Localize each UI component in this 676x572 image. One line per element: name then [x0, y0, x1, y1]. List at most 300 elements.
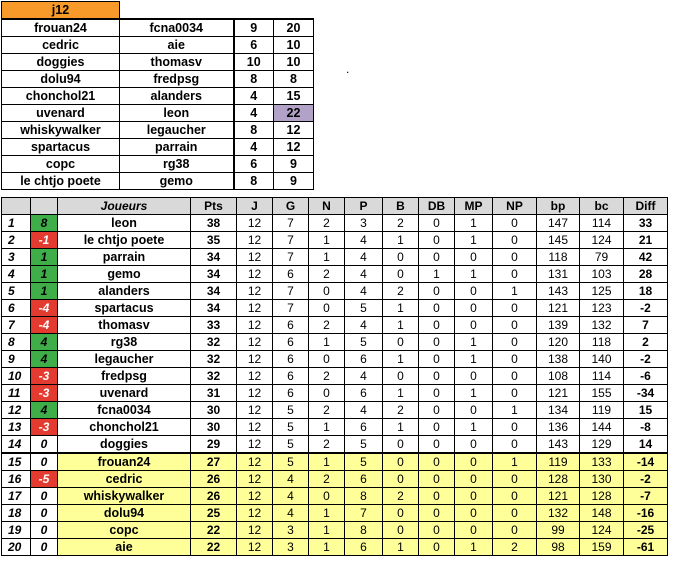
stat-bp-cell: 119: [537, 453, 580, 471]
stat-j-cell: 12: [237, 488, 273, 505]
stat-mp-cell: 0: [455, 488, 493, 505]
stat-b-cell: 2: [383, 488, 419, 505]
stat-db-cell: 0: [419, 522, 455, 539]
stat-diff-cell: -61: [624, 539, 668, 556]
stat-mp-cell: 1: [455, 266, 493, 283]
stat-np-cell: 1: [493, 453, 537, 471]
stat-pts-cell: 30: [191, 402, 237, 419]
position-change-cell: 0: [31, 522, 58, 539]
player-name-cell: rg38: [58, 334, 191, 351]
stat-n-cell: 1: [309, 334, 345, 351]
match-away-score: 15: [274, 88, 314, 105]
stat-db-cell: 0: [419, 436, 455, 454]
match-home-score: 6: [234, 156, 274, 173]
stat-b-cell: 0: [383, 249, 419, 266]
stat-bp-cell: 132: [537, 505, 580, 522]
stat-j-cell: 12: [237, 283, 273, 300]
player-name-cell: whiskywalker: [58, 488, 191, 505]
stat-p-cell: 6: [345, 419, 383, 436]
stat-b-cell: 0: [383, 334, 419, 351]
stat-db-cell: 0: [419, 385, 455, 402]
stat-bp-cell: 121: [537, 488, 580, 505]
rank-cell: 6: [2, 300, 31, 317]
stat-db-cell: 0: [419, 419, 455, 436]
rank-cell: 5: [2, 283, 31, 300]
player-name-cell: thomasv: [58, 317, 191, 334]
position-change-cell: 1: [31, 249, 58, 266]
stat-bc-cell: 155: [580, 385, 624, 402]
stat-mp-cell: 1: [455, 232, 493, 249]
column-header-db: DB: [419, 198, 455, 215]
stat-g-cell: 6: [273, 351, 309, 368]
match-header-row: [2, 2, 314, 20]
stat-n-cell: 1: [309, 505, 345, 522]
stat-j-cell: 12: [237, 402, 273, 419]
match-away-score: 9: [274, 156, 314, 173]
stat-bc-cell: 124: [580, 232, 624, 249]
stat-np-cell: 0: [493, 334, 537, 351]
stat-np-cell: 0: [493, 351, 537, 368]
stat-bc-cell: 133: [580, 453, 624, 471]
stat-j-cell: 12: [237, 385, 273, 402]
stat-b-cell: 2: [383, 283, 419, 300]
rank-cell: 10: [2, 368, 31, 385]
stat-n-cell: 0: [309, 283, 345, 300]
match-row: [2, 37, 314, 54]
stat-p-cell: 8: [345, 522, 383, 539]
rank-cell: 20: [2, 539, 31, 556]
stat-p-cell: 6: [345, 471, 383, 488]
match-home-score: 9: [234, 19, 274, 37]
match-home-score: 8: [234, 173, 274, 190]
stat-p-cell: 4: [345, 402, 383, 419]
stat-np-cell: 0: [493, 419, 537, 436]
stat-g-cell: 3: [273, 539, 309, 556]
stat-j-cell: 12: [237, 215, 273, 232]
stat-diff-cell: 2: [624, 334, 668, 351]
stat-diff-cell: -34: [624, 385, 668, 402]
standings-row: [2, 539, 668, 556]
player-name-cell: leon: [58, 215, 191, 232]
standings-row: [2, 283, 668, 300]
stat-np-cell: 0: [493, 249, 537, 266]
blank-cell: [274, 2, 314, 20]
stat-n-cell: 2: [309, 368, 345, 385]
stat-diff-cell: -7: [624, 488, 668, 505]
stat-diff-cell: 18: [624, 283, 668, 300]
match-away-player: aie: [120, 37, 234, 54]
stat-n-cell: 1: [309, 539, 345, 556]
rank-cell: 1: [2, 215, 31, 232]
standings-row: [2, 419, 668, 436]
rank-cell: 2: [2, 232, 31, 249]
stat-b-cell: 0: [383, 368, 419, 385]
stat-pts-cell: 31: [191, 385, 237, 402]
match-home-score: 4: [234, 139, 274, 156]
stat-g-cell: 5: [273, 453, 309, 471]
stat-p-cell: 4: [345, 232, 383, 249]
stat-g-cell: 4: [273, 471, 309, 488]
match-away-score: 9: [274, 173, 314, 190]
match-away-player: fredpsg: [120, 71, 234, 88]
stat-n-cell: 2: [309, 215, 345, 232]
stat-db-cell: 0: [419, 402, 455, 419]
column-header-pts: Pts: [191, 198, 237, 215]
stat-g-cell: 6: [273, 317, 309, 334]
stat-g-cell: 5: [273, 436, 309, 454]
stat-b-cell: 1: [383, 539, 419, 556]
stat-db-cell: 0: [419, 471, 455, 488]
stat-bc-cell: 140: [580, 351, 624, 368]
stat-j-cell: 12: [237, 368, 273, 385]
position-change-cell: 8: [31, 215, 58, 232]
stat-mp-cell: 1: [455, 334, 493, 351]
match-away-player: gemo: [120, 173, 234, 190]
rank-cell: 7: [2, 317, 31, 334]
stat-j-cell: 12: [237, 453, 273, 471]
stat-mp-cell: 1: [455, 351, 493, 368]
rank-cell: 12: [2, 402, 31, 419]
stat-b-cell: 0: [383, 453, 419, 471]
stat-diff-cell: -6: [624, 368, 668, 385]
stat-bp-cell: 134: [537, 402, 580, 419]
standings-row: [2, 436, 668, 454]
match-home-player: copc: [2, 156, 120, 173]
stat-pts-cell: 33: [191, 317, 237, 334]
stat-bp-cell: 147: [537, 215, 580, 232]
stat-mp-cell: 0: [455, 317, 493, 334]
stat-db-cell: 0: [419, 232, 455, 249]
player-name-cell: doggies: [58, 436, 191, 454]
stat-n-cell: 0: [309, 300, 345, 317]
stat-bp-cell: 143: [537, 436, 580, 454]
stat-n-cell: 0: [309, 488, 345, 505]
rank-cell: 19: [2, 522, 31, 539]
stat-n-cell: 0: [309, 351, 345, 368]
stat-bc-cell: 123: [580, 300, 624, 317]
column-header-j: J: [237, 198, 273, 215]
stat-np-cell: 0: [493, 317, 537, 334]
stat-diff-cell: -8: [624, 419, 668, 436]
rank-cell: 11: [2, 385, 31, 402]
match-row: [2, 88, 314, 105]
standings-row: [2, 266, 668, 283]
stat-pts-cell: 34: [191, 300, 237, 317]
stat-g-cell: 6: [273, 266, 309, 283]
stat-p-cell: 4: [345, 283, 383, 300]
stat-bc-cell: 114: [580, 215, 624, 232]
stat-p-cell: 4: [345, 317, 383, 334]
match-home-score: 4: [234, 88, 274, 105]
stat-np-cell: 0: [493, 368, 537, 385]
player-name-cell: cedric: [58, 471, 191, 488]
match-away-score: 12: [274, 139, 314, 156]
stat-np-cell: 0: [493, 488, 537, 505]
stat-bc-cell: 119: [580, 402, 624, 419]
stat-db-cell: 0: [419, 488, 455, 505]
stat-bc-cell: 148: [580, 505, 624, 522]
blank-cell: [120, 2, 234, 20]
stat-bp-cell: 145: [537, 232, 580, 249]
rank-cell: 4: [2, 266, 31, 283]
stat-g-cell: 4: [273, 505, 309, 522]
stat-bc-cell: 128: [580, 488, 624, 505]
rank-cell: 13: [2, 419, 31, 436]
stat-bp-cell: 128: [537, 471, 580, 488]
standings-header-row: [2, 198, 668, 215]
stat-bp-cell: 120: [537, 334, 580, 351]
stat-b-cell: 0: [383, 505, 419, 522]
stat-pts-cell: 35: [191, 232, 237, 249]
stat-pts-cell: 27: [191, 453, 237, 471]
player-name-cell: chonchol21: [58, 419, 191, 436]
match-away-score: 22: [274, 105, 314, 122]
match-away-player: alanders: [120, 88, 234, 105]
stat-pts-cell: 30: [191, 419, 237, 436]
stat-n-cell: 2: [309, 402, 345, 419]
stat-np-cell: 0: [493, 505, 537, 522]
stat-pts-cell: 32: [191, 334, 237, 351]
stat-p-cell: 4: [345, 368, 383, 385]
stat-mp-cell: 0: [455, 453, 493, 471]
stat-g-cell: 3: [273, 522, 309, 539]
stat-p-cell: 8: [345, 488, 383, 505]
match-row: [2, 54, 314, 71]
stat-n-cell: 2: [309, 317, 345, 334]
stat-np-cell: 0: [493, 522, 537, 539]
stat-pts-cell: 26: [191, 488, 237, 505]
match-row: [2, 71, 314, 88]
stat-bc-cell: 103: [580, 266, 624, 283]
stat-j-cell: 12: [237, 249, 273, 266]
stat-diff-cell: 14: [624, 436, 668, 454]
stat-b-cell: 0: [383, 522, 419, 539]
stat-n-cell: 0: [309, 385, 345, 402]
rank-cell: 3: [2, 249, 31, 266]
stat-g-cell: 7: [273, 249, 309, 266]
position-change-cell: -3: [31, 385, 58, 402]
standings-row: [2, 215, 668, 232]
match-row: [2, 156, 314, 173]
stat-n-cell: 1: [309, 419, 345, 436]
stat-n-cell: 1: [309, 522, 345, 539]
position-change-cell: -3: [31, 368, 58, 385]
stat-np-cell: 0: [493, 266, 537, 283]
stat-mp-cell: 1: [455, 419, 493, 436]
stat-mp-cell: 0: [455, 522, 493, 539]
stat-bc-cell: 118: [580, 334, 624, 351]
match-away-player: fcna0034: [120, 19, 234, 37]
position-change-cell: 1: [31, 283, 58, 300]
position-change-cell: -4: [31, 300, 58, 317]
standings-row: [2, 232, 668, 249]
rank-cell: 15: [2, 453, 31, 471]
stat-b-cell: 2: [383, 215, 419, 232]
stat-b-cell: 2: [383, 402, 419, 419]
player-name-cell: alanders: [58, 283, 191, 300]
match-away-score: 8: [274, 71, 314, 88]
stat-p-cell: 4: [345, 266, 383, 283]
player-name-cell: le chtjo poete: [58, 232, 191, 249]
stat-bp-cell: 108: [537, 368, 580, 385]
stat-b-cell: 1: [383, 317, 419, 334]
stat-mp-cell: 0: [455, 402, 493, 419]
match-away-score: 20: [274, 19, 314, 37]
stat-pts-cell: 22: [191, 522, 237, 539]
stat-j-cell: 12: [237, 232, 273, 249]
position-change-cell: -1: [31, 232, 58, 249]
stat-g-cell: 5: [273, 402, 309, 419]
stat-j-cell: 12: [237, 300, 273, 317]
stat-mp-cell: 1: [455, 215, 493, 232]
stat-j-cell: 12: [237, 539, 273, 556]
stat-n-cell: 2: [309, 266, 345, 283]
stat-bc-cell: 114: [580, 368, 624, 385]
stat-np-cell: 0: [493, 232, 537, 249]
stat-db-cell: 0: [419, 283, 455, 300]
player-name-cell: fredpsg: [58, 368, 191, 385]
rank-cell: 18: [2, 505, 31, 522]
stat-pts-cell: 29: [191, 436, 237, 454]
column-header-p: P: [345, 198, 383, 215]
stat-j-cell: 12: [237, 505, 273, 522]
stat-db-cell: 0: [419, 505, 455, 522]
stat-diff-cell: -14: [624, 453, 668, 471]
player-name-cell: spartacus: [58, 300, 191, 317]
match-home-player: doggies: [2, 54, 120, 71]
stat-n-cell: 2: [309, 436, 345, 454]
stat-p-cell: 5: [345, 453, 383, 471]
stat-bp-cell: 139: [537, 317, 580, 334]
match-results-table: [1, 1, 314, 190]
match-row: [2, 122, 314, 139]
position-change-cell: -5: [31, 471, 58, 488]
column-header-b: B: [383, 198, 419, 215]
stat-bp-cell: 138: [537, 351, 580, 368]
standings-row: [2, 505, 668, 522]
stat-diff-cell: 7: [624, 317, 668, 334]
stat-bc-cell: 79: [580, 249, 624, 266]
column-header-bc: bc: [580, 198, 624, 215]
stat-diff-cell: -2: [624, 471, 668, 488]
standings-table: [1, 197, 668, 556]
stat-p-cell: 6: [345, 351, 383, 368]
stray-dot: .: [346, 62, 350, 76]
stat-j-cell: 12: [237, 317, 273, 334]
stat-mp-cell: 0: [455, 249, 493, 266]
stat-diff-cell: 15: [624, 402, 668, 419]
position-change-cell: 0: [31, 505, 58, 522]
stat-p-cell: 6: [345, 539, 383, 556]
match-home-score: 10: [234, 54, 274, 71]
stat-bp-cell: 121: [537, 385, 580, 402]
stat-b-cell: 0: [383, 436, 419, 454]
match-away-score: 10: [274, 37, 314, 54]
stat-b-cell: 1: [383, 300, 419, 317]
player-name-cell: fcna0034: [58, 402, 191, 419]
stat-bc-cell: 144: [580, 419, 624, 436]
stat-diff-cell: -2: [624, 300, 668, 317]
standings-row: [2, 522, 668, 539]
stat-j-cell: 12: [237, 522, 273, 539]
stat-b-cell: 0: [383, 471, 419, 488]
player-name-cell: parrain: [58, 249, 191, 266]
stat-p-cell: 5: [345, 436, 383, 454]
match-home-score: 8: [234, 122, 274, 139]
stat-mp-cell: 0: [455, 471, 493, 488]
stat-db-cell: 0: [419, 300, 455, 317]
stat-db-cell: 0: [419, 215, 455, 232]
standings-row: [2, 300, 668, 317]
standings-row: [2, 471, 668, 488]
player-name-cell: copc: [58, 522, 191, 539]
stat-b-cell: 1: [383, 419, 419, 436]
rank-cell: 16: [2, 471, 31, 488]
stat-j-cell: 12: [237, 334, 273, 351]
match-row: [2, 105, 314, 122]
stat-n-cell: 1: [309, 232, 345, 249]
match-home-score: 6: [234, 37, 274, 54]
stat-bp-cell: 121: [537, 300, 580, 317]
column-header-g: G: [273, 198, 309, 215]
stat-g-cell: 7: [273, 283, 309, 300]
stat-mp-cell: 0: [455, 436, 493, 454]
stat-b-cell: 1: [383, 232, 419, 249]
stat-g-cell: 7: [273, 300, 309, 317]
column-header-n: N: [309, 198, 345, 215]
stat-g-cell: 6: [273, 385, 309, 402]
stat-db-cell: 0: [419, 539, 455, 556]
player-name-cell: frouan24: [58, 453, 191, 471]
stat-bp-cell: 136: [537, 419, 580, 436]
stat-bc-cell: 130: [580, 471, 624, 488]
stat-b-cell: 0: [383, 266, 419, 283]
stat-pts-cell: 34: [191, 266, 237, 283]
stat-np-cell: 0: [493, 300, 537, 317]
stat-np-cell: 0: [493, 215, 537, 232]
stat-diff-cell: 21: [624, 232, 668, 249]
stat-pts-cell: 22: [191, 539, 237, 556]
player-name-cell: aie: [58, 539, 191, 556]
stat-g-cell: 4: [273, 488, 309, 505]
standings-row: [2, 368, 668, 385]
stat-diff-cell: 28: [624, 266, 668, 283]
stat-mp-cell: 1: [455, 539, 493, 556]
column-header-bp: bp: [537, 198, 580, 215]
stat-g-cell: 6: [273, 334, 309, 351]
stat-mp-cell: 0: [455, 300, 493, 317]
stat-n-cell: 1: [309, 453, 345, 471]
blank-cell: [234, 2, 274, 20]
position-change-cell: 0: [31, 453, 58, 471]
match-away-player: legaucher: [120, 122, 234, 139]
stat-g-cell: 6: [273, 368, 309, 385]
stat-diff-cell: 42: [624, 249, 668, 266]
stat-db-cell: 1: [419, 266, 455, 283]
rank-cell: 14: [2, 436, 31, 454]
stat-pts-cell: 32: [191, 368, 237, 385]
header-blank-rank: [2, 198, 31, 215]
stat-pts-cell: 34: [191, 249, 237, 266]
player-name-cell: dolu94: [58, 505, 191, 522]
stat-db-cell: 0: [419, 453, 455, 471]
stat-bc-cell: 124: [580, 522, 624, 539]
stat-j-cell: 12: [237, 419, 273, 436]
stat-bp-cell: 98: [537, 539, 580, 556]
position-change-cell: 0: [31, 539, 58, 556]
stat-bp-cell: 99: [537, 522, 580, 539]
stat-diff-cell: -2: [624, 351, 668, 368]
